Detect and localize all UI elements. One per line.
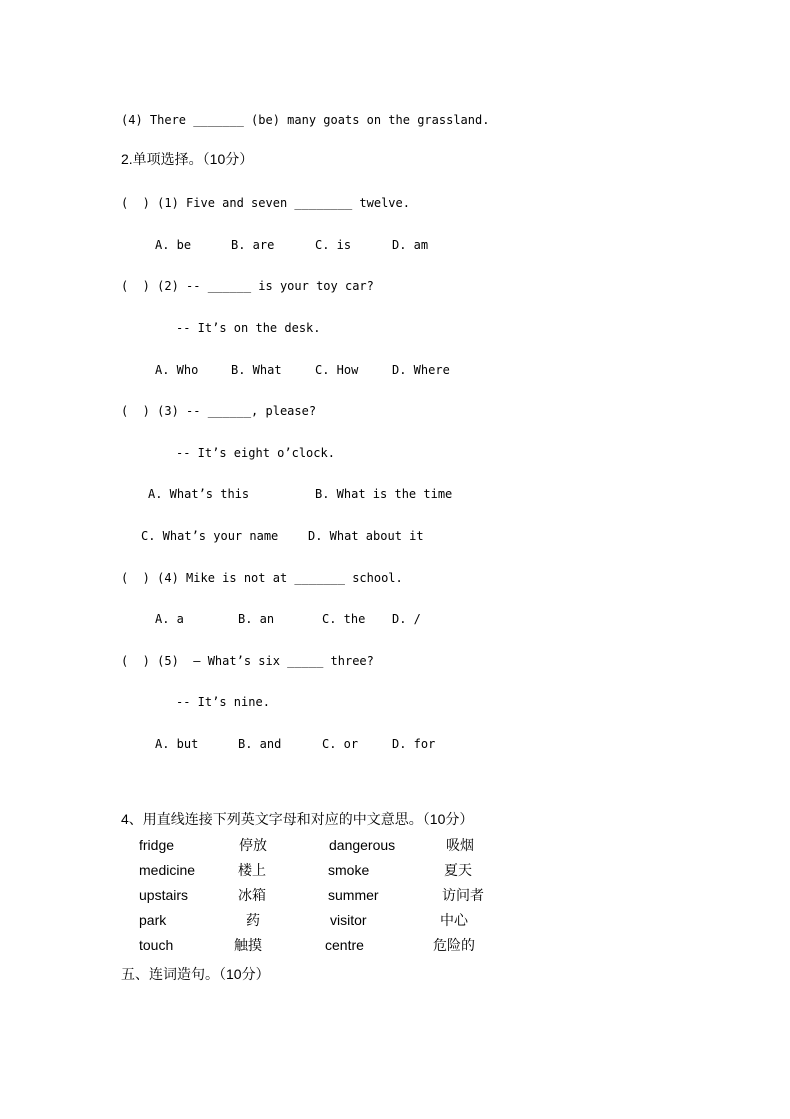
question-3-stem: ( ) (3) -- ______, please? [121, 404, 317, 418]
match-chinese-8: 中心 [440, 912, 468, 928]
section-4-heading: 4、用直线连接下列英文字母和对应的中文意思。（10分） [121, 811, 474, 827]
question-4-option-d: D. / [392, 612, 421, 626]
question-1-stem: ( ) (1) Five and seven ________ twelve. [121, 196, 410, 210]
question-1-option-d: D. am [392, 238, 429, 252]
match-english-centre: centre [325, 937, 364, 953]
question-4-option-b: B. an [238, 612, 275, 626]
match-chinese-4: 药 [246, 912, 260, 928]
question-2-option-a: A. Who [155, 363, 199, 377]
match-chinese-1: 停放 [239, 837, 267, 853]
match-chinese-2: 楼上 [238, 862, 266, 878]
question-4-option-a: A. a [155, 612, 184, 626]
match-english-fridge: fridge [139, 837, 175, 853]
question-3-option-b: B. What is the time [315, 487, 453, 501]
question-3-option-c: C. What’s your name [141, 529, 279, 543]
match-english-dangerous: dangerous [329, 837, 396, 853]
match-chinese-5: 吸烟 [446, 837, 474, 853]
match-english-upstairs: upstairs [139, 887, 189, 903]
question-1-option-c: C. is [315, 238, 352, 252]
match-chinese-10: 危险的 [433, 937, 475, 953]
question-4-stem: ( ) (4) Mike is not at _______ school. [121, 571, 403, 585]
match-chinese-7: 访问者 [442, 887, 484, 903]
section-5-heading: 五、连词造句。（10分） [121, 966, 270, 982]
question-3-option-d: D. What about it [308, 529, 424, 543]
question-3-answer: -- It’s eight o’clock. [176, 446, 335, 460]
match-english-touch: touch [139, 937, 174, 953]
question-2-option-b: B. What [231, 363, 282, 377]
question-2-answer: -- It’s on the desk. [176, 321, 321, 335]
match-chinese-3: 冰箱 [238, 887, 266, 903]
question-2-option-c: C. How [315, 363, 359, 377]
question-2-stem: ( ) (2) -- ______ is your toy car? [121, 279, 374, 293]
question-5-option-d: D. for [392, 737, 436, 751]
question-5-stem: ( ) (5) – What’s six _____ three? [121, 654, 374, 668]
question-1-option-b: B. are [231, 238, 275, 252]
fill-blank-item-4: (4) There _______ (be) many goats on the grassland. [121, 113, 490, 127]
match-chinese-9: 触摸 [234, 937, 262, 953]
match-english-park: park [139, 912, 167, 928]
question-1-option-a: A. be [155, 238, 192, 252]
question-5-option-b: B. and [238, 737, 282, 751]
question-3-option-a: A. What’s this [148, 487, 250, 501]
section-2-heading: 2.单项选择。（10分） [121, 151, 254, 167]
match-english-summer: summer [328, 887, 379, 903]
question-5-option-a: A. but [155, 737, 199, 751]
question-5-answer: -- It’s nine. [176, 695, 270, 709]
question-2-option-d: D. Where [392, 363, 450, 377]
match-english-smoke: smoke [328, 862, 370, 878]
match-chinese-6: 夏天 [444, 862, 472, 878]
match-english-medicine: medicine [139, 862, 196, 878]
question-5-option-c: C. or [322, 737, 359, 751]
match-english-visitor: visitor [330, 912, 367, 928]
question-4-option-c: C. the [322, 612, 366, 626]
